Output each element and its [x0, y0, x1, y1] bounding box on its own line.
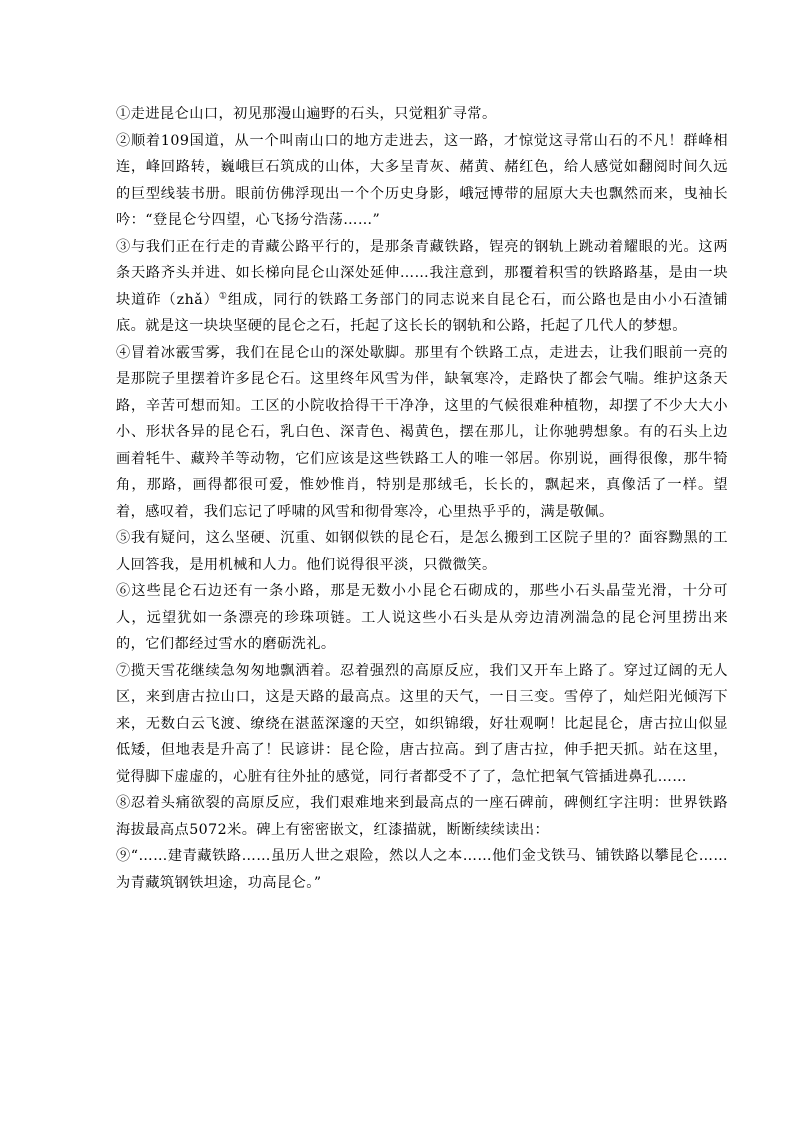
- paragraph-3: [116, 234, 728, 340]
- paragraph-text: ②顺着109国道，从一个叫南山口的地方走进去，这一路，才惊觉这寻常山石的不凡！群峰相连，峰回路转，巍峨巨石筑成的山体，大多呈青灰、赭黄、赭红色，给人感觉如翻阅时间久远的巨型线装书册。眼前仿佛浮现出一个个历史身影，峨冠博带的屈原大夫也飘然而来，曳袖长吟：“登昆仑兮四望，心飞扬兮浩荡……”: [116, 132, 728, 228]
- paragraph-text: 组成，同行的铁路工务部门的同志说来自昆仑石，而公路也是由小小石渣铺底。就是这一块块坚硬的昆仑之石，托起了这长长的钢轨和公路，托起了几代人的梦想。: [116, 291, 728, 334]
- paragraph-text: ⑤我有疑问，这么坚硬、沉重、如钢似铁的昆仑石，是怎么搬到工区院子里的？面容黝黑的工人回答我，是用机械和人力。他们说得很平淡，只微微笑。: [116, 530, 728, 573]
- paragraph-2: [116, 128, 728, 234]
- paragraph-text: ⑦揽天雪花继续急匆匆地飘洒着。忍着强烈的高原反应，我们又开车上路了。穿过辽阔的无人区，来到唐古拉山口，这是天路的最高点。这里的天气，一日三变。雪停了，灿烂阳光倾泻下来，无数白云飞渡、缭绕在湛蓝深邃的天空，如织锦缎，好壮观啊！比起昆仑，唐古拉山似显低矮，但地表是升高了！民谚讲：昆仑险，唐古拉高。到了唐古拉，伸手把天抓。站在这里，觉得脚下虚虚的，心脏有往外扯的感觉，同行者都受不了了，急忙把氧气管插进鼻孔……: [116, 662, 728, 785]
- paragraph-text: ⑧忍着头痛欲裂的高原反应，我们艰难地来到最高点的一座石碑前，碑侧红字注明：世界铁路海拔最高点5072米。碑上有密密嵌文，红漆描就，断断续续读出：: [116, 795, 728, 838]
- paragraph-1: [116, 101, 728, 128]
- paragraph-5: [116, 525, 728, 578]
- paragraph-text: ①走进昆仑山口，初见那漫山遍野的石头，只觉粗犷寻常。: [116, 106, 497, 122]
- paragraph-text: ③与我们正在行走的青藏公路平行的，是那条青藏铁路，锃亮的钢轨上跳动着耀眼的光。这两条天路齐头并进、如长梯向昆仑山深处延伸……我注意到，那覆着积雪的铁路路基，是由一块块道砟（zhǎ）: [116, 238, 728, 308]
- paragraph-9: [116, 843, 728, 896]
- paragraph-text: ⑥这些昆仑石边还有一条小路，那是无数小小昆仑石砌成的，那些小石头晶莹光滑，十分可人，远望犹如一条漂亮的珍珠项链。工人说这些小石头是从旁边清冽湍急的昆仑河里捞出来的，它们都经过雪水的磨砺洗礼。: [116, 583, 728, 652]
- paragraph-8: [116, 790, 728, 843]
- paragraph-6: [116, 578, 728, 658]
- article-body: [116, 101, 728, 896]
- paragraph-4: [116, 340, 728, 526]
- footnote-marker: ①: [218, 290, 228, 301]
- paragraph-text: ④冒着冰霰雪雾，我们在昆仑山的深处歇脚。那里有个铁路工点，走进去，让我们眼前一亮的是那院子里摆着许多昆仑石。这里终年风雪为伴，缺氧寒冷，走路快了都会气喘。维护这条天路，辛苦可想而知。工区的小院收拾得干干净净，这里的气候很难种植物，却摆了不少大大小小、形状各异的昆仑石，乳白色、深青色、褐黄色，摆在那儿，让你驰骋想象。有的石头上边画着牦牛、藏羚羊等动物，它们应该是这些铁路工人的唯一邻居。你别说，画得很像，那牛犄角，那路，画得都很可爱，惟妙惟肖，特别是那绒毛，长长的，飘起来，真像活了一样。望着，感叹着，我们忘记了呼啸的风雪和彻骨寒冷，心里热乎乎的，满是敬佩。: [116, 344, 728, 520]
- paragraph-text: ⑨“……建青藏铁路……虽历人世之艰险，然以人之本……他们金戈铁马、铺铁路以攀昆仑……为青藏筑钢铁坦途，功高昆仑。”: [116, 848, 728, 891]
- paragraph-7: [116, 658, 728, 791]
